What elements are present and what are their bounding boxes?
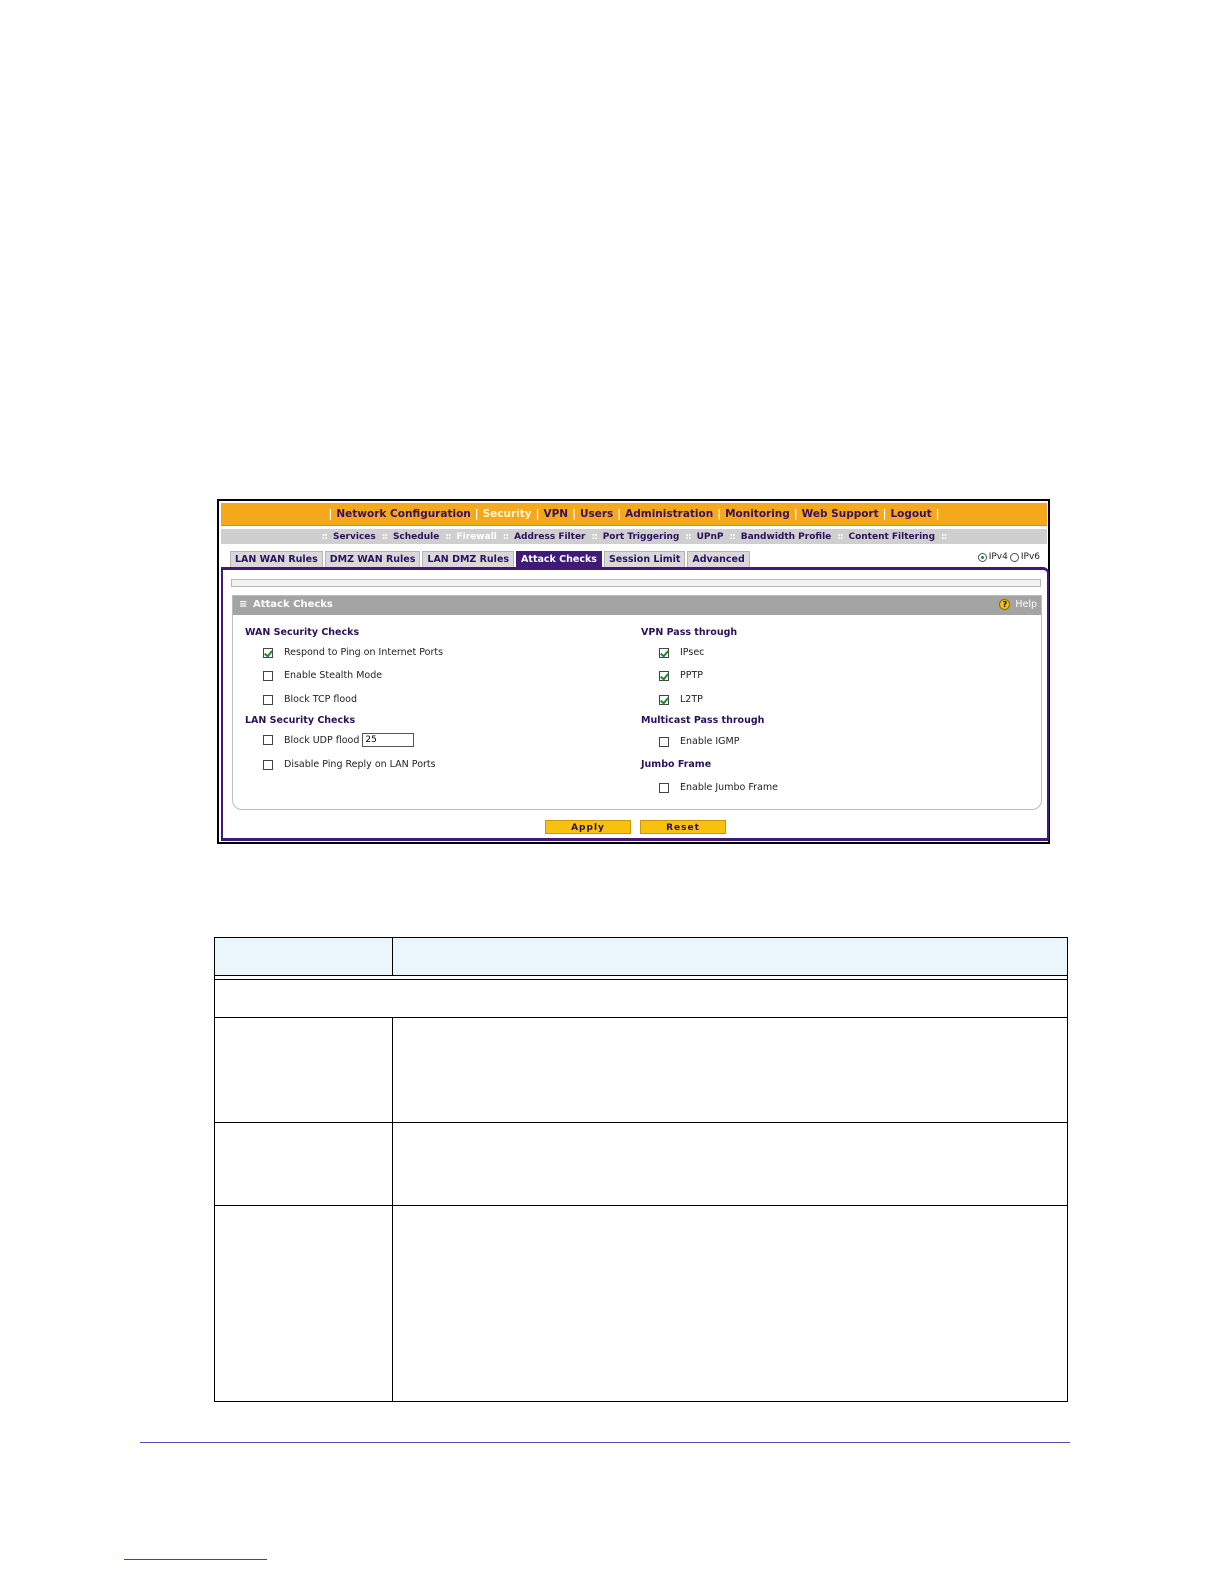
enable-jumbo-frame-label: Enable Jumbo Frame: [680, 782, 778, 793]
section-title: Attack Checks: [253, 599, 333, 610]
udp-flood-limit-input[interactable]: [362, 733, 414, 747]
enable-jumbo-frame-option[interactable]: [659, 782, 778, 793]
content-panel: [221, 567, 1049, 841]
nav-vpn[interactable]: VPN: [543, 508, 569, 520]
table-column-divider: [392, 1018, 393, 1401]
pptp-option[interactable]: [659, 670, 703, 681]
subnav-content-filtering[interactable]: Content Filtering: [848, 531, 936, 542]
firewall-tabs: [230, 551, 750, 567]
jumbo-frame-heading: Jumbo Frame: [641, 759, 712, 770]
ipv4-radio[interactable]: [978, 553, 987, 562]
disable-ping-reply-option[interactable]: [263, 759, 436, 770]
respond-ping-label: Respond to Ping on Internet Ports: [284, 647, 444, 658]
subnav-services[interactable]: Services: [332, 531, 376, 542]
block-udp-flood-option: [263, 733, 414, 747]
l2tp-label: L2TP: [680, 694, 703, 705]
subnav-bandwidth-profile[interactable]: Bandwidth Profile: [740, 531, 832, 542]
enable-igmp-option[interactable]: [659, 736, 739, 747]
screenshot-frame: [217, 499, 1050, 844]
apply-button[interactable]: Apply: [545, 820, 631, 834]
tab-attack-checks[interactable]: Attack Checks: [516, 551, 602, 567]
section-header: [233, 596, 1041, 615]
ipv6-radio[interactable]: [1010, 553, 1019, 562]
subnav-upnp[interactable]: UPnP: [696, 531, 724, 542]
respond-ping-option[interactable]: [263, 647, 443, 658]
table-row: [215, 1206, 1067, 1401]
block-tcp-flood-label: Block TCP flood: [284, 694, 357, 705]
nav-network-configuration[interactable]: Network Configuration: [336, 508, 471, 520]
help-label: Help: [1015, 599, 1037, 610]
multicast-pass-through-heading: Multicast Pass through: [641, 715, 765, 726]
table-section-row: [215, 980, 1067, 1018]
subnav-address-filter[interactable]: Address Filter: [514, 531, 586, 542]
block-udp-flood-checkbox[interactable]: [263, 735, 273, 745]
footer-link-underline[interactable]: [124, 1559, 267, 1560]
main-navigation: | Network Configuration | Security | VPN | Users | Administration | Monitoring | Web Support | Logout |: [221, 503, 1047, 526]
ipv4-label: IPv4: [988, 552, 1008, 562]
table-column-divider: [392, 938, 393, 976]
table-row: [215, 1123, 1067, 1206]
stealth-mode-label: Enable Stealth Mode: [284, 670, 383, 681]
message-bar: [231, 579, 1041, 587]
vpn-pass-through-heading: VPN Pass through: [641, 627, 738, 638]
ip-version-toggle: [978, 552, 1040, 562]
nav-users[interactable]: Users: [579, 508, 614, 520]
attack-checks-section: [232, 595, 1042, 810]
block-tcp-flood-checkbox[interactable]: [263, 695, 273, 705]
nav-security[interactable]: Security: [482, 508, 532, 520]
lan-security-checks-heading: LAN Security Checks: [245, 715, 356, 726]
wan-security-checks-heading: WAN Security Checks: [245, 627, 360, 638]
disable-ping-reply-checkbox[interactable]: [263, 760, 273, 770]
help-link[interactable]: [999, 599, 1037, 610]
nav-logout[interactable]: Logout: [890, 508, 932, 520]
enable-igmp-label: Enable IGMP: [680, 736, 740, 747]
l2tp-option[interactable]: [659, 694, 703, 705]
reset-button[interactable]: Reset: [640, 820, 726, 834]
respond-ping-checkbox[interactable]: [263, 648, 273, 658]
pptp-label: PPTP: [680, 670, 703, 681]
nav-web-support[interactable]: Web Support: [801, 508, 879, 520]
help-icon: ?: [999, 599, 1010, 610]
enable-jumbo-frame-checkbox[interactable]: [659, 783, 669, 793]
footer-divider: [140, 1442, 1070, 1443]
subnav-port-triggering[interactable]: Port Triggering: [602, 531, 680, 542]
tab-dmz-wan-rules[interactable]: DMZ WAN Rules: [325, 551, 421, 567]
ipsec-checkbox[interactable]: [659, 648, 669, 658]
stealth-mode-option[interactable]: [263, 670, 382, 681]
subnav-schedule[interactable]: Schedule: [392, 531, 440, 542]
enable-igmp-checkbox[interactable]: [659, 737, 669, 747]
disable-ping-reply-label: Disable Ping Reply on LAN Ports: [284, 759, 436, 770]
sub-navigation: :: Services :: Schedule :: Firewall :: Address Filter :: Port Triggering :: UPnP :: Bandwidth Profile :: Content Filtering ::: [221, 529, 1047, 544]
tab-advanced[interactable]: Advanced: [687, 551, 749, 567]
settings-description-table: [214, 937, 1068, 1402]
block-udp-flood-label: Block UDP flood: [284, 734, 360, 746]
tab-lan-dmz-rules[interactable]: LAN DMZ Rules: [422, 551, 514, 567]
table-header-row: [215, 938, 1067, 976]
nav-monitoring[interactable]: Monitoring: [725, 508, 790, 520]
block-tcp-flood-option[interactable]: [263, 694, 357, 705]
ipsec-label: IPsec: [680, 647, 705, 658]
l2tp-checkbox[interactable]: [659, 695, 669, 705]
tab-lan-wan-rules[interactable]: LAN WAN Rules: [230, 551, 323, 567]
subnav-firewall[interactable]: Firewall: [456, 531, 497, 542]
ipsec-option[interactable]: [659, 647, 704, 658]
tab-session-limit[interactable]: Session Limit: [604, 551, 685, 567]
grip-icon: ≡: [239, 599, 248, 610]
stealth-mode-checkbox[interactable]: [263, 671, 273, 681]
pptp-checkbox[interactable]: [659, 671, 669, 681]
table-row: [215, 1018, 1067, 1123]
ipv6-label: IPv6: [1020, 552, 1040, 562]
nav-administration[interactable]: Administration: [625, 508, 714, 520]
